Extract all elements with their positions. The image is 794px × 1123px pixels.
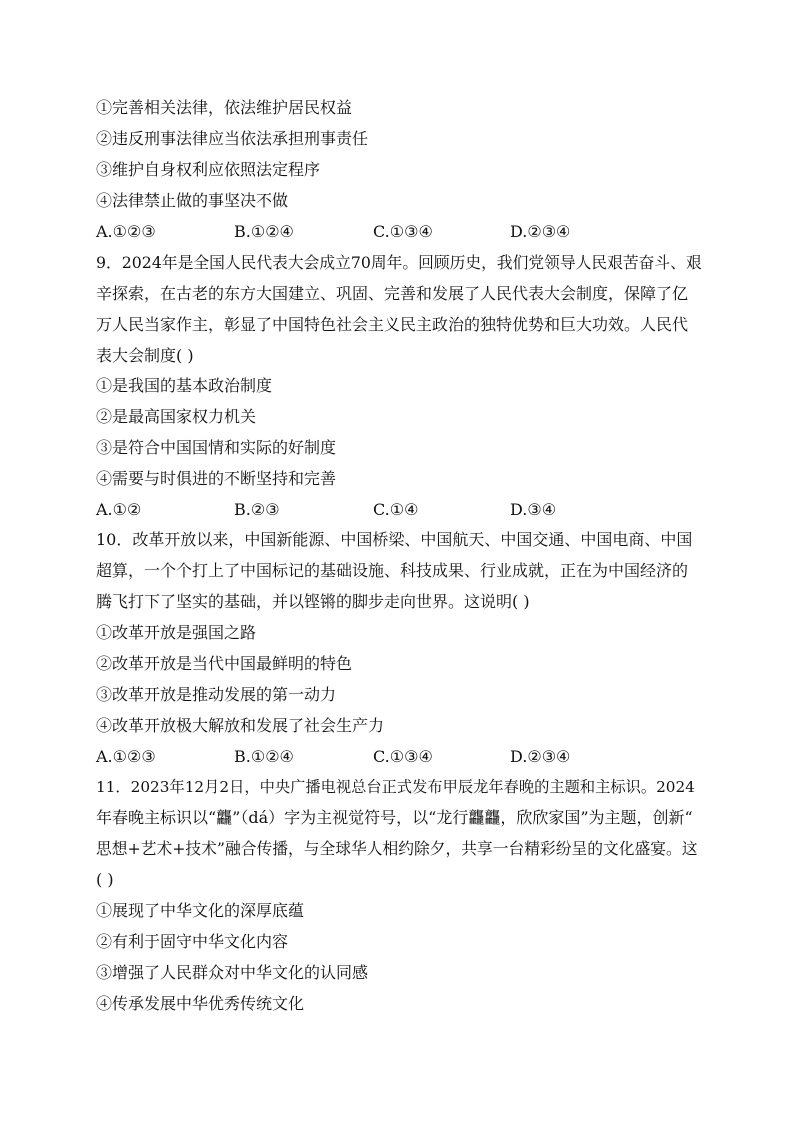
q11-stem-line-2: 年春晚主标识以“龘”（dá）字为主视觉符号，以“龙行龘龘，欣欣家国”为主题，创新“ bbox=[96, 808, 693, 827]
q11-stem-line-3: 思想+艺术+技术”融合传播，与全球华人相约除夕，共享一台精彩纷呈的文化盛宴。这 bbox=[96, 839, 698, 858]
q9-item-4: ④需要与时俱进的不断坚持和完善 bbox=[96, 469, 337, 488]
q8-item-3: ③维护自身权利应依照法定程序 bbox=[96, 160, 321, 179]
q10-item-3: ③改革开放是推动发展的第一动力 bbox=[96, 685, 337, 704]
q10-stem-line-2: 超算，一个个打上了中国标记的基础设施、科技成果、行业成就，正在为中国经济的 bbox=[96, 561, 689, 580]
q10-item-2: ②改革开放是当代中国最鲜明的特色 bbox=[96, 654, 353, 673]
q10-option-d[interactable]: D.②③④ bbox=[510, 747, 571, 766]
q9-option-a[interactable]: A.①② bbox=[96, 500, 142, 519]
q9-stem-line-1: 9．2024年是全国人民代表大会成立70周年。回顾历史，我们党领导人民艰苦奋斗、艰 bbox=[96, 253, 702, 272]
q11-item-4: ④传承发展中华优秀传统文化 bbox=[96, 994, 305, 1013]
q10-item-1: ①改革开放是强国之路 bbox=[96, 623, 257, 642]
q11-item-1: ①展现了中华文化的深厚底蕴 bbox=[96, 901, 305, 920]
q9-option-d[interactable]: D.③④ bbox=[510, 500, 557, 519]
q10-stem-line-3: 腾飞打下了坚实的基础，并以铿锵的脚步走向世界。这说明( ) bbox=[96, 592, 530, 611]
q10-option-a[interactable]: A.①②③ bbox=[96, 747, 156, 766]
q11-stem-line-1: 11．2023年12月2日，中央广播电视总台正式发布甲辰龙年春晚的主题和主标识。2024 bbox=[96, 778, 695, 796]
q11-item-3: ③增强了人民群众对中华文化的认同感 bbox=[96, 963, 369, 982]
q8-option-b[interactable]: B.①②④ bbox=[234, 222, 294, 241]
q10-stem-line-1: 10．改革开放以来，中国新能源、中国桥梁、中国航天、中国交通、中国电商、中国 bbox=[96, 530, 693, 549]
q9-stem-line-4: 表大会制度( ) bbox=[96, 346, 194, 365]
q9-item-3: ③是符合中国国情和实际的好制度 bbox=[96, 438, 337, 457]
q11-item-2: ②有利于固守中华文化内容 bbox=[96, 932, 289, 951]
q9-item-2: ②是最高国家权力机关 bbox=[96, 407, 257, 426]
q8-option-a[interactable]: A.①②③ bbox=[96, 222, 156, 241]
q9-stem-line-2: 辛探索，在古老的东方大国建立、巩固、完善和发展了人民代表大会制度，保障了亿 bbox=[96, 284, 689, 303]
q9-stem-line-3: 万人民当家作主，彰显了中国特色社会主义民主政治的独特优势和巨大功效。人民代 bbox=[96, 315, 689, 334]
q9-options bbox=[96, 499, 716, 521]
q10-option-c[interactable]: C.①③④ bbox=[373, 747, 433, 766]
q10-item-4: ④改革开放极大解放和发展了社会生产力 bbox=[96, 716, 385, 735]
q8-item-4: ④法律禁止做的事坚决不做 bbox=[96, 191, 289, 210]
q9-option-c[interactable]: C.①④ bbox=[373, 500, 419, 519]
q8-option-d[interactable]: D.②③④ bbox=[510, 222, 571, 241]
q8-item-2: ②违反刑事法律应当依法承担刑事责任 bbox=[96, 129, 369, 148]
q10-options bbox=[96, 746, 716, 768]
q9-option-b[interactable]: B.②③ bbox=[234, 500, 280, 519]
q8-item-1: ①完善相关法律，依法维护居民权益 bbox=[96, 98, 353, 117]
q11-stem-line-4: ( ) bbox=[96, 870, 114, 889]
q10-option-b[interactable]: B.①②④ bbox=[234, 747, 294, 766]
q8-option-c[interactable]: C.①③④ bbox=[373, 222, 433, 241]
q9-item-1: ①是我国的基本政治制度 bbox=[96, 376, 273, 395]
q8-options bbox=[96, 221, 716, 243]
